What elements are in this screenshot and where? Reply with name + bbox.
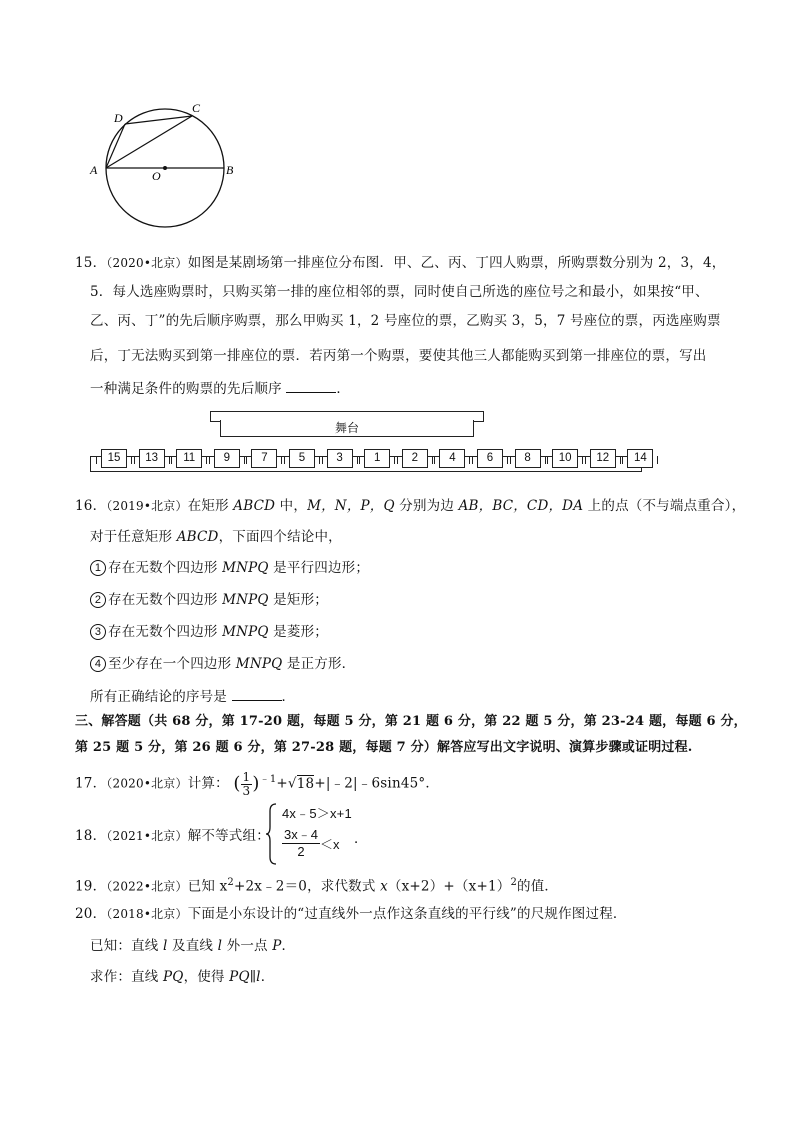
q18-rhs: ＜x [319,837,340,852]
q18-frac-num: 3x﹣4 [284,827,318,842]
q20-given-a: 已知：直线 [90,938,163,954]
seat-6: 6 [477,449,503,468]
q15-number: 15． [75,255,107,271]
chord-ad [106,124,125,168]
q16-text-d: 上的点（不与端点重合）， [583,498,746,514]
q16-option-2 [90,590,328,610]
q16-option-pre: 存在无数个四边形 [108,592,223,608]
q15-text-5: 一种满足条件的购票的先后顺序 [90,381,282,397]
circled-number-icon: 4 [90,656,106,672]
q20-find-a: 求作：直线 [90,969,163,985]
q16-var-abcd: ABCD [233,498,276,514]
q16-option-post: 是矩形； [268,592,328,608]
q19-number: 19． [75,878,107,895]
q16-answer-text: 所有正确结论的序号是 [90,689,227,705]
q20-find-b: ，使得 [183,969,230,985]
q18-inequality-1: 4x﹣5＞x+1 [282,806,352,821]
q15-line3: 乙、丙、丁”的先后顺序购票，那么甲购买 1，2 号座位的票，乙购买 3，5，7 号座位的票，丙选座购票 [90,313,721,329]
q18-fraction [282,827,320,860]
q16-line2-var: ABCD [176,529,219,545]
q16-option-4 [90,654,355,674]
q17-sqrt-sign: √ [287,775,297,792]
q20-find-pq2: PQ [229,969,250,985]
section3-line1: 三、解答题（共 68 分，第 17-20 题，每题 5 分，第 21 题 6 分，第 22 题 5 分，第 23-24 题，每题 6 分， [75,714,747,729]
q17-line [75,770,439,800]
q18-number: 18． [75,828,107,844]
q20-find-parallel: ∥ [249,969,257,985]
q17-number: 17． [75,775,107,792]
seat-15: 15 [101,449,127,468]
q16-option-pre: 至少存在一个四边形 [108,656,236,672]
q18-brace [266,803,278,865]
q16-option-post: 是正方形． [282,656,356,672]
q15-line2: 5．每人选座购票时，只购买第一排的座位相邻的票，同时使自己所选的座位号之和最小，如果按“甲、 [90,284,709,300]
q15-answer-blank[interactable] [286,378,336,393]
label-d: D [114,111,123,125]
q20-given-c: 外一点 [222,938,273,954]
seat-3: 3 [327,449,353,468]
q17-plus: + [276,775,288,792]
q15-line1 [75,253,725,273]
q17-exponent: ﹣1 [259,774,277,785]
q16-line2 [90,527,342,547]
q17-source: （2020•北京） [106,776,188,791]
q17-frac-den: 3 [242,783,251,798]
section3-line2: 第 25 题 5 分，第 26 题 6 分，第 27-28 题，每题 7 分）解答应写出文字说明、演算步骤或证明过程. [75,740,693,755]
q16-line2-text-b: ，下面四个结论中， [218,529,342,545]
q18-text: 解不等式组： [187,828,270,844]
q17-text: 计算： [187,775,229,792]
stage-box: 舞台 [220,420,474,437]
q18-end: ． [354,831,368,847]
label-b: B [226,163,234,177]
seat-9: 9 [214,449,240,468]
q20-given-l2: l [217,938,223,954]
q18-inequality-2 [282,827,339,860]
q16-option-pre: 存在无数个四边形 [108,624,223,640]
q16-answer-period: ． [281,689,296,705]
q16-option-post: 是菱形； [268,624,328,640]
seat-10: 10 [552,449,578,468]
q20-find-d: ． [260,969,275,985]
seat-13: 13 [139,449,165,468]
seat-14: 14 [627,449,653,468]
q20-given-l: l [163,938,168,954]
q20-given [90,936,295,956]
q15-text-1: 如图是某剧场第一排座位分布图．甲、乙、丙、丁四人购票，所购票数分别为 2，3，4， [187,255,726,271]
seat-1: 1 [364,449,390,468]
q20-line1 [75,904,627,924]
q15-source: （2020•北京） [106,256,188,270]
q16-line1 [75,496,745,516]
center-point [163,166,167,170]
q16-option-3 [90,622,328,642]
q17-paren-open: ( [233,773,241,794]
q19-sup: 2 [227,877,234,888]
q17-paren-close: ) [252,773,260,794]
q17-fraction [241,771,253,798]
q19-source: （2022•北京） [106,879,188,894]
q20-given-p: P [272,938,282,954]
q16-option-1 [90,558,369,578]
q16-option-var: MNPQ [235,656,283,672]
q16-var-mnpq: M，N，P，Q [307,498,395,514]
q20-find-l: l [256,969,261,985]
seat-5: 5 [289,449,315,468]
q17-frac-num: 1 [242,769,251,784]
q15-line4: 后，丁无法购买到第一排座位的票．若丙第一个购票，要使其他三人都能购买到第一排座位的票，写出 [90,348,707,364]
q16-option-post: 是平行四边形； [268,560,370,576]
q16-option-var: MNPQ [222,624,269,640]
q16-answer-line [90,686,295,707]
q16-text-b: 中， [275,498,308,514]
q16-line2-text-a: 对于任意矩形 [90,529,177,545]
seat-11: 11 [176,449,202,468]
q18-frac-den: 2 [297,844,305,859]
q19-text-c: （x+2）+（x+1） [387,878,511,895]
q18-source: （2021•北京） [106,829,188,843]
q16-option-var: MNPQ [222,560,269,576]
circled-number-icon: 3 [90,624,106,640]
label-a: A [90,163,98,177]
circled-number-icon: 2 [90,592,106,608]
q16-option-pre: 存在无数个四边形 [108,560,223,576]
q17-rest: +|﹣2|﹣6sin45°． [314,775,440,792]
q20-text: 下面是小东设计的“过直线外一点作这条直线的平行线”的尺规作图过程． [187,906,627,922]
circled-number-icon: 1 [90,560,106,576]
q16-text-a: 在矩形 [187,498,234,514]
q16-text-c: 分别为边 [394,498,459,514]
q20-number: 20． [75,906,107,922]
q15-line5 [90,378,350,399]
q15-period: ． [336,381,351,397]
q20-source: （2018•北京） [106,907,188,921]
label-c: C [192,101,201,115]
q20-given-b: 及直线 [167,938,218,954]
q16-option-var: MNPQ [222,592,269,608]
q16-answer-blank[interactable] [232,686,282,701]
q18-line [75,826,270,846]
q19-text-d: 的值． [517,878,559,895]
q19-text-b: +2x﹣2＝0，求代数式 [233,878,381,895]
q20-find [90,967,274,987]
seat-12: 12 [590,449,616,468]
seat-2: 2 [402,449,428,468]
q19-sup-b: 2 [510,877,518,888]
q20-find-pq: PQ [163,969,184,985]
q16-var-sides: AB，BC，CD，DA [458,498,584,514]
q19-text-a: 已知 x [187,878,228,895]
seat-4: 4 [439,449,465,468]
circle-figure [85,95,245,235]
seat-7: 7 [251,449,277,468]
q17-sqrt-value: 18 [296,775,315,792]
q19-line [75,873,558,897]
seat-8: 8 [515,449,541,468]
q20-given-d: ． [281,938,296,954]
q16-source: （2019•北京） [106,499,188,513]
q16-number: 16． [75,498,107,514]
q19-var-x: x [380,878,388,895]
label-o: O [152,169,161,183]
